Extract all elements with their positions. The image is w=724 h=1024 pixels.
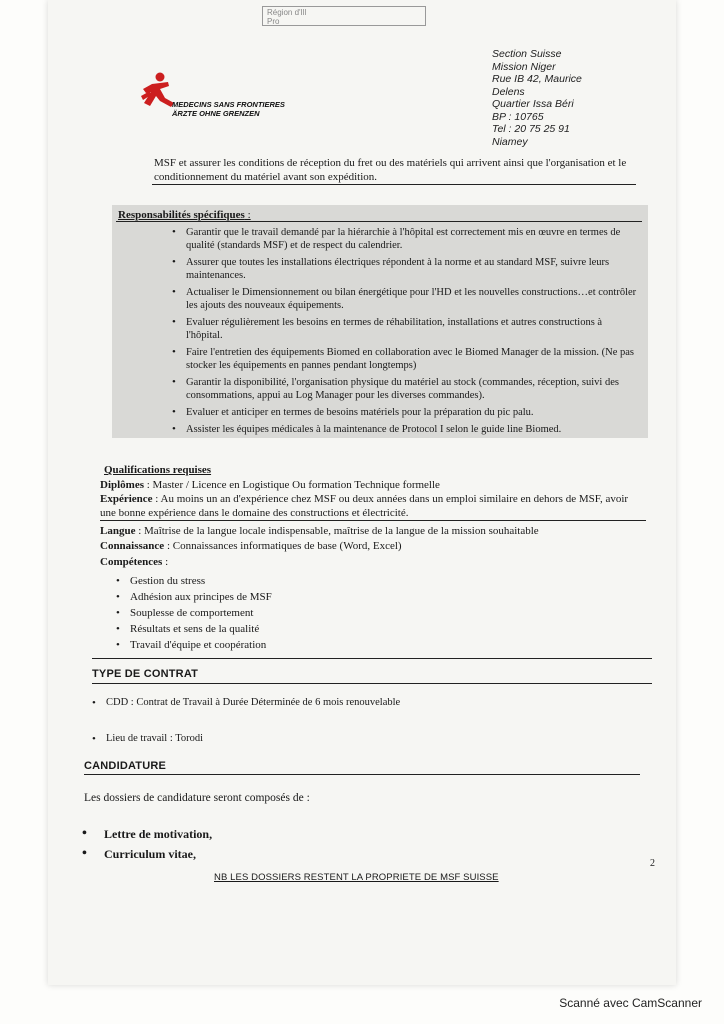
address-line: BP : 10765 <box>492 110 544 123</box>
competences-list <box>116 573 416 653</box>
list-item: • Garantir que le travail demandé par la hiérarchie à l'hôpital est correctement mis en œuvre en termes de qualité (standards MSF) et de respect du calendrier. <box>172 226 640 252</box>
divider <box>84 774 640 775</box>
responsibilities-title-text: Responsabilités spécifiques <box>118 209 245 221</box>
divider <box>100 520 646 521</box>
divider <box>92 683 652 684</box>
list-item: • Lieu de travail : Torodi <box>92 732 612 746</box>
experience-value: : Au moins un an d'expérience chez MSF ou deux années dans un emploi similaire en dehors de MSF, avoir une bonne expérience dans le domaine des constructions et électricité. <box>100 493 629 519</box>
competences-label: Compétences <box>100 556 163 568</box>
list-item: • Curriculum vitae, <box>82 844 382 864</box>
competences-suffix: : <box>162 556 169 568</box>
responsibilities-list <box>172 226 640 440</box>
address-line: Tel : 20 75 25 91 <box>492 123 570 135</box>
candidature-heading: CANDIDATURE <box>84 760 167 772</box>
documents-list <box>82 824 382 864</box>
contract-list <box>92 696 612 710</box>
contract-heading: TYPE DE CONTRAT <box>92 668 199 680</box>
competences-line <box>100 555 645 569</box>
qualifications-title: Qualifications requises <box>104 464 212 476</box>
divider <box>116 221 642 222</box>
address-line: Section Suisse <box>492 48 562 60</box>
intro-paragraph: MSF et assurer les conditions de réception du fret ou des matériels qui arrivent ainsi que l'organisation et le conditionnement du matériel avant son expédition. <box>154 157 627 183</box>
list-item: • Souplesse de comportement <box>116 605 416 621</box>
stamp-line-2: Pro <box>267 17 280 26</box>
langue-line <box>100 524 645 538</box>
list-item: • Garantir la disponibilité, l'organisation physique du matériel au stock (commandes, réception, suivi des consommations, appui au Log Manager pour les diverses commandes). <box>172 376 640 402</box>
diplomes-value: : Master / Licence en Logistique Ou formation Technique formelle <box>144 479 440 491</box>
langue-label: Langue <box>100 525 136 537</box>
nb-note: NB LES DOSSIERS RESTENT LA PROPRIETE DE MSF SUISSE <box>214 872 499 883</box>
msf-logo <box>138 72 285 128</box>
scanner-watermark: Scanné avec CamScanner <box>559 996 702 1010</box>
divider <box>152 184 636 185</box>
divider <box>92 658 652 659</box>
logo-line-1: MEDECINS SANS FRONTIERES <box>172 100 285 109</box>
workplace-list <box>92 732 612 746</box>
logo-line-2: ÄRZTE OHNE GRENZEN <box>172 109 260 118</box>
diplomes-label: Diplômes <box>100 479 144 491</box>
address-line: Rue IB 42, Maurice <box>492 73 582 85</box>
list-item: • Travail d'équipe et coopération <box>116 637 416 653</box>
list-item: • Assister les équipes médicales à la maintenance de Protocol I selon le guide line Biomed. <box>172 423 640 436</box>
experience-line <box>100 492 645 520</box>
diplomes-line <box>100 478 645 492</box>
list-item: • Evaluer régulièrement les besoins en termes de réhabilitation, installations et autres constructions à l'hôpital. <box>172 316 640 342</box>
received-stamp <box>262 6 426 26</box>
list-item: • Résultats et sens de la qualité <box>116 621 416 637</box>
address-line: Quartier Issa Béri <box>492 98 574 110</box>
list-item: • Lettre de motivation, <box>82 824 382 844</box>
address-line: Delens <box>492 85 525 98</box>
msf-logo-text <box>172 100 285 118</box>
address-block <box>492 48 622 148</box>
responsibilities-title-suffix: : <box>244 209 251 221</box>
list-item: • Evaluer et anticiper en termes de besoins matériels pour la préparation du pic palu. <box>172 406 640 419</box>
connaissance-value: : Connaissances informatiques de base (Word, Excel) <box>164 540 402 552</box>
address-line: Mission Niger <box>492 60 556 73</box>
list-item: • Faire l'entretien des équipements Biomed en collaboration avec le Biomed Manager de la mission. (Ne pas stocker les équipements en pannes pendant longtemps) <box>172 346 640 372</box>
list-item: • Gestion du stress <box>116 573 416 589</box>
responsibilities-title <box>118 209 251 221</box>
connaissance-label: Connaissance <box>100 540 165 552</box>
address-line: Niamey <box>492 135 528 148</box>
page-number: 2 <box>650 858 655 869</box>
experience-label: Expérience <box>100 493 153 505</box>
candidature-intro: Les dossiers de candidature seront composés de : <box>84 792 310 804</box>
connaissance-line <box>100 539 645 553</box>
langue-value: : Maîtrise de la langue locale indispensable, maîtrise de la langue de la mission souhaitable <box>135 525 539 537</box>
stamp-line-1: Région d'Ill <box>267 8 307 17</box>
list-item: • Assurer que toutes les installations électriques répondent à la norme et au standard MSF, suivre leurs maintenances. <box>172 256 640 282</box>
list-item: • CDD : Contrat de Travail à Durée Déterminée de 6 mois renouvelable <box>92 696 612 710</box>
list-item: • Adhésion aux principes de MSF <box>116 589 416 605</box>
list-item: • Actualiser le Dimensionnement ou bilan énergétique pour l'HD et les nouvelles constructions…et contrôler les ajouts des nouveaux équipements. <box>172 286 640 312</box>
